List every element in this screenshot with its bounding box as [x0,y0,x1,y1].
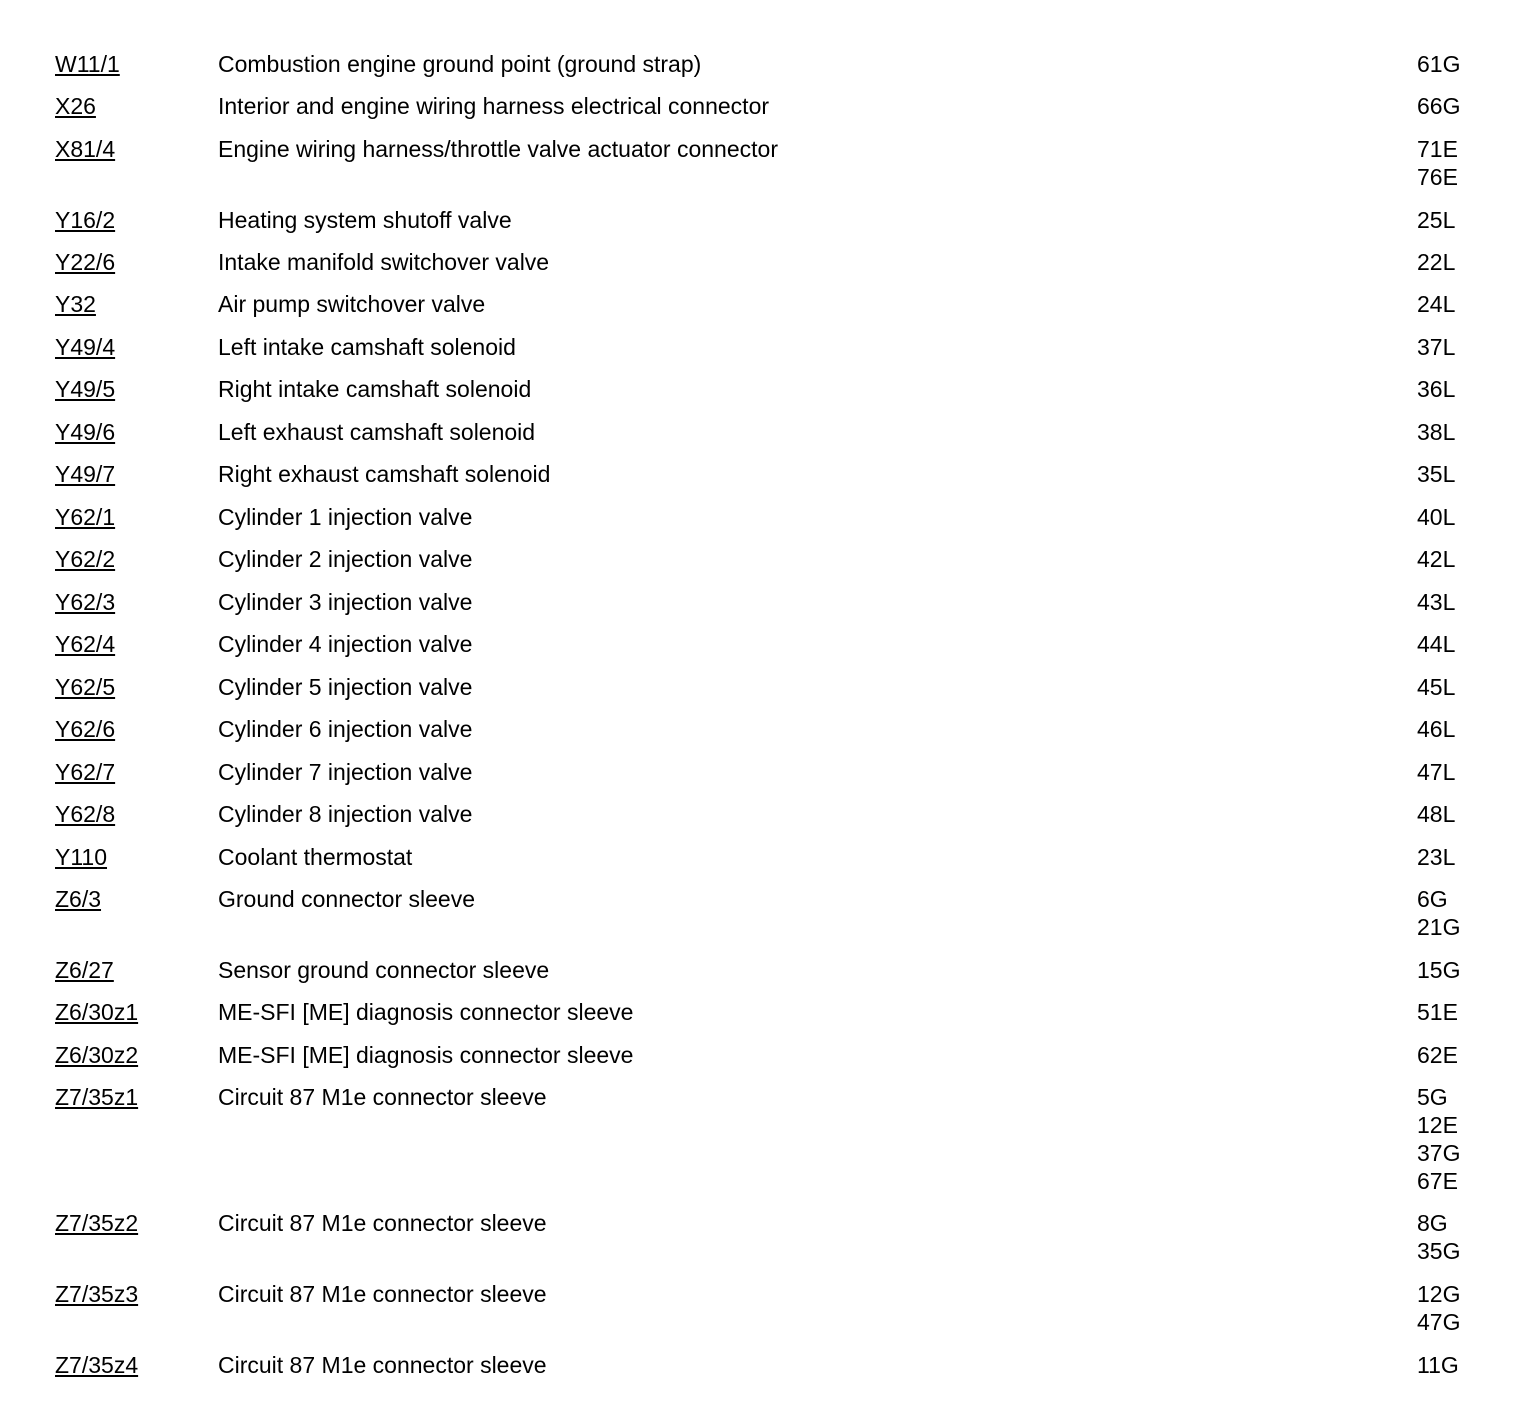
grid-reference: 5G [1417,1084,1448,1110]
component-description: Circuit 87 M1e connector sleeve [218,1210,547,1236]
grid-reference-list [1417,375,1455,403]
component-description: Ground connector sleeve [218,886,475,912]
grid-reference: 61G [1417,51,1461,77]
component-description: Circuit 87 M1e connector sleeve [218,1352,547,1378]
grid-reference: 35G [1417,1238,1461,1264]
grid-reference-list [1417,135,1458,191]
grid-reference-list [1417,956,1460,984]
grid-reference: 15G [1417,957,1461,983]
grid-reference: 44L [1417,631,1456,657]
grid-reference-list [1417,885,1460,941]
grid-reference: 6G [1417,886,1448,912]
component-code-link[interactable]: Z6/27 [55,957,114,983]
component-description: Engine wiring harness/throttle valve actuator connector [218,136,778,162]
component-description: Cylinder 6 injection valve [218,716,473,742]
grid-reference: 76E [1417,164,1458,190]
grid-reference: 37L [1417,334,1456,360]
component-code-link[interactable]: Z7/35z3 [55,1281,139,1307]
grid-reference-list [1417,673,1455,701]
grid-reference: 51E [1417,999,1458,1025]
grid-reference: 22L [1417,249,1456,275]
grid-reference-list [1417,50,1460,78]
grid-reference: 36L [1417,376,1456,402]
component-code-link[interactable]: Y16/2 [55,207,116,233]
component-code-link[interactable]: X81/4 [55,136,116,162]
component-description: Sensor ground connector sleeve [218,957,550,983]
grid-reference-list [1417,588,1455,616]
grid-reference: 67E [1417,1168,1458,1194]
grid-reference-list [1417,630,1455,658]
component-code-link[interactable]: Y62/5 [55,674,116,700]
component-description: Cylinder 3 injection valve [218,589,473,615]
component-description: Heating system shutoff valve [218,207,512,233]
component-description: Interior and engine wiring harness electrical connector [218,93,770,119]
grid-reference-list [1417,1041,1458,1069]
component-description: Right exhaust camshaft solenoid [218,461,551,487]
component-description: Cylinder 1 injection valve [218,504,473,530]
component-code-link[interactable]: Z6/30z1 [55,999,139,1025]
component-code-link[interactable]: Y62/1 [55,504,116,530]
grid-reference-list [1417,1351,1459,1379]
component-code-link[interactable]: Z7/35z4 [55,1352,139,1378]
component-description: Cylinder 2 injection valve [218,546,473,572]
component-description: Cylinder 7 injection valve [218,759,473,785]
component-description: Left exhaust camshaft solenoid [218,419,536,445]
grid-reference-list [1417,460,1455,488]
grid-reference-list [1417,843,1455,871]
grid-reference-list [1417,545,1455,573]
component-code-link[interactable]: Y49/5 [55,376,116,402]
component-description: Circuit 87 M1e connector sleeve [218,1281,547,1307]
grid-reference: 23L [1417,844,1456,870]
grid-reference-list [1417,1083,1460,1195]
component-code-link[interactable]: Y62/8 [55,801,116,827]
grid-reference: 11G [1417,1352,1459,1378]
grid-reference-list [1417,503,1455,531]
component-code-link[interactable]: W11/1 [55,51,120,77]
component-description: Right intake camshaft solenoid [218,376,532,402]
grid-reference: 71E [1417,136,1458,162]
component-code-link[interactable]: Z6/30z2 [55,1042,139,1068]
component-code-link[interactable]: Y49/6 [55,419,116,445]
component-code-link[interactable]: Y62/2 [55,546,116,572]
grid-reference: 45L [1417,674,1456,700]
component-code-link[interactable]: Y49/7 [55,461,116,487]
component-code-link[interactable]: Y32 [55,291,96,317]
component-code-link[interactable]: Y62/3 [55,589,116,615]
grid-reference: 12G [1417,1281,1461,1307]
grid-reference: 43L [1417,589,1456,615]
grid-reference: 47L [1417,759,1456,785]
component-code-link[interactable]: Z7/35z2 [55,1210,139,1236]
component-description: Cylinder 8 injection valve [218,801,473,827]
component-description: ME-SFI [ME] diagnosis connector sleeve [218,999,634,1025]
grid-reference-list [1417,1280,1460,1336]
grid-reference-list [1417,92,1460,120]
component-description: Circuit 87 M1e connector sleeve [218,1084,547,1110]
component-code-link[interactable]: Y49/4 [55,334,116,360]
grid-reference: 40L [1417,504,1456,530]
component-code-link[interactable]: Z7/35z1 [55,1084,139,1110]
grid-reference-list [1417,248,1455,276]
component-code-link[interactable]: Y62/7 [55,759,116,785]
grid-reference: 8G [1417,1210,1448,1236]
grid-reference: 37G [1417,1140,1461,1166]
grid-reference: 25L [1417,207,1456,233]
grid-reference: 21G [1417,914,1461,940]
component-code-link[interactable]: Y62/6 [55,716,116,742]
component-description: Combustion engine ground point (ground strap) [218,51,702,77]
component-code-link[interactable]: Z6/3 [55,886,102,912]
grid-reference: 35L [1417,461,1456,487]
grid-reference-list [1417,290,1455,318]
component-description: Cylinder 5 injection valve [218,674,473,700]
grid-reference: 24L [1417,291,1456,317]
grid-reference: 62E [1417,1042,1458,1068]
grid-reference-list [1417,758,1455,786]
grid-reference: 48L [1417,801,1456,827]
component-code-link[interactable]: Y110 [55,844,108,870]
grid-reference-list [1417,206,1455,234]
grid-reference: 38L [1417,419,1456,445]
component-description: Left intake camshaft solenoid [218,334,516,360]
component-code-link[interactable]: Y62/4 [55,631,116,657]
grid-reference-list [1417,1209,1460,1265]
component-code-link[interactable]: Y22/6 [55,249,116,275]
grid-reference: 12E [1417,1112,1458,1138]
component-description: Cylinder 4 injection valve [218,631,473,657]
grid-reference: 46L [1417,716,1456,742]
component-description: Air pump switchover valve [218,291,486,317]
component-description: Intake manifold switchover valve [218,249,550,275]
grid-reference-list [1417,333,1455,361]
component-description: Coolant thermostat [218,844,413,870]
grid-reference: 42L [1417,546,1456,572]
grid-reference-list [1417,715,1455,743]
grid-reference: 66G [1417,93,1461,119]
component-code-link[interactable]: X26 [55,93,96,119]
component-description: ME-SFI [ME] diagnosis connector sleeve [218,1042,634,1068]
grid-reference-list [1417,800,1455,828]
grid-reference-list [1417,998,1458,1026]
grid-reference-list [1417,418,1455,446]
grid-reference: 47G [1417,1309,1461,1335]
